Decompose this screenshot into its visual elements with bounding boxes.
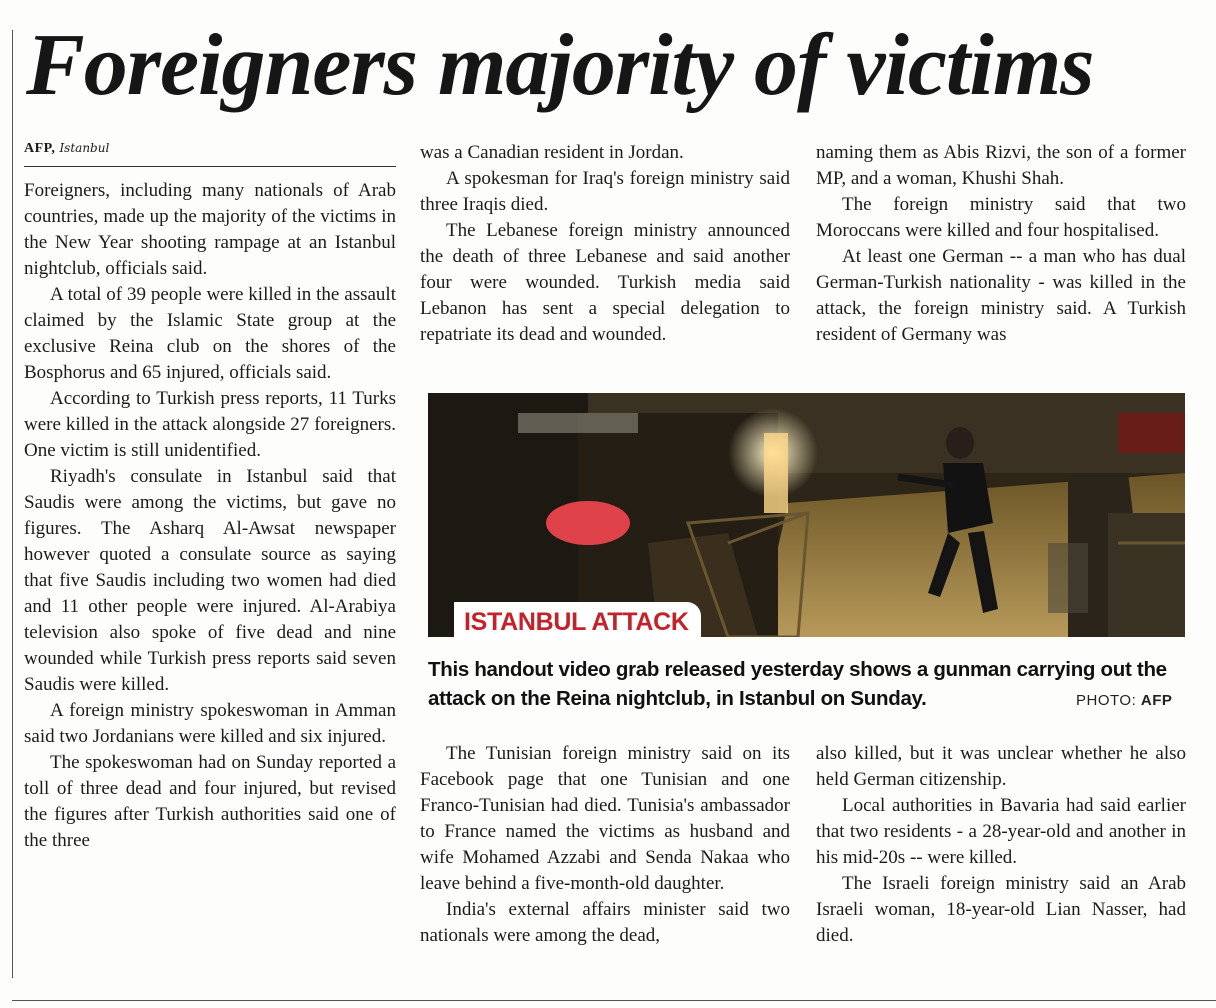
article-column-3-top	[816, 140, 1186, 348]
photo-caption: This handout video grab released yesterday shows a gunman carrying out the attack on the Reina nightclub, in Istanbul on Sunday.	[428, 658, 1167, 710]
paragraph: Riyadh's consulate in Istanbul said that Saudis were among the victims, but gave no figures. The Asharq Al-Awsat newspaper however quoted a consulate source as saying that five Saudis including two women had died and 11 other people were injured. Al-Arabiya television also spoke of five dead and nine wounded while Turkish press reports said seven Saudis were killed.	[24, 466, 396, 695]
article-column-2-bottom	[420, 741, 790, 949]
photo-credit-label: PHOTO:	[1076, 692, 1137, 709]
photo-credit	[1076, 692, 1172, 709]
article-column-3-bottom	[816, 741, 1186, 949]
paragraph: The Lebanese foreign ministry announced the death of three Lebanese and said another four were wounded. Turkish media said Lebanon has sent a special delegation to repatriate its dead and wounded.	[420, 220, 790, 345]
paragraph: naming them as Abis Rizvi, the son of a former MP, and a woman, Khushi Shah.	[816, 142, 1186, 189]
photo-section-tag: ISTANBUL ATTACK	[454, 602, 701, 640]
paragraph: The spokeswoman had on Sunday reported a toll of three dead and four injured, but revised the figures after Turkish authorities said one of the three	[24, 752, 396, 851]
photo-credit-source: AFP	[1140, 692, 1173, 709]
paragraph: India's external affairs minister said two nationals were among the dead,	[420, 899, 790, 946]
paragraph: The foreign ministry said that two Moroccans were killed and four hospitalised.	[816, 194, 1186, 241]
paragraph: According to Turkish press reports, 11 Turks were killed in the attack alongside 27 foreigners. One victim is still unidentified.	[24, 388, 396, 461]
byline	[24, 140, 109, 157]
paragraph: The Tunisian foreign ministry said on its Facebook page that one Tunisian and one Franco-Tunisian had died. Tunisia's ambassador to France named the victims as husband and wife Mohamed Azzabi and Senda Nakaa who leave behind a five-month-old daughter.	[420, 743, 790, 894]
article-column-2-top	[420, 140, 790, 348]
paragraph: A spokesman for Iraq's foreign ministry said three Iraqis died.	[420, 168, 790, 215]
paragraph: Local authorities in Bavaria had said earlier that two residents - a 28-year-old and another in his mid-20s -- were killed.	[816, 795, 1186, 868]
nightclub-scene-image	[428, 393, 1185, 637]
paragraph: The Israeli foreign ministry said an Arab Israeli woman, 18-year-old Lian Nasser, had died.	[816, 873, 1186, 946]
paragraph: At least one German -- a man who has dual German-Turkish nationality - was killed in the attack, the foreign ministry said. A Turkish resident of Germany was	[816, 246, 1186, 345]
paragraph: A foreign ministry spokeswoman in Amman said two Jordanians were killed and six injured.	[24, 700, 396, 747]
paragraph: Foreigners, including many nationals of Arab countries, made up the majority of the victims in the New Year shooting rampage at an Istanbul nightclub, officials said.	[24, 180, 396, 279]
byline-city: Istanbul	[59, 141, 110, 155]
byline-rule	[24, 166, 396, 167]
headline: Foreigners majority of victims	[26, 17, 1094, 114]
byline-agency: AFP,	[24, 141, 56, 156]
bottom-rule	[12, 1000, 1216, 1001]
paragraph: also killed, but it was unclear whether he also held German citizenship.	[816, 743, 1186, 790]
paragraph: A total of 39 people were killed in the assault claimed by the Islamic State group at the exclusive Reina club on the shores of the Bosphorus and 65 injured, officials said.	[24, 284, 396, 383]
news-photo	[428, 393, 1185, 637]
article-column-1	[24, 178, 396, 854]
paragraph: was a Canadian resident in Jordan.	[420, 142, 684, 163]
column-rule	[12, 30, 13, 978]
